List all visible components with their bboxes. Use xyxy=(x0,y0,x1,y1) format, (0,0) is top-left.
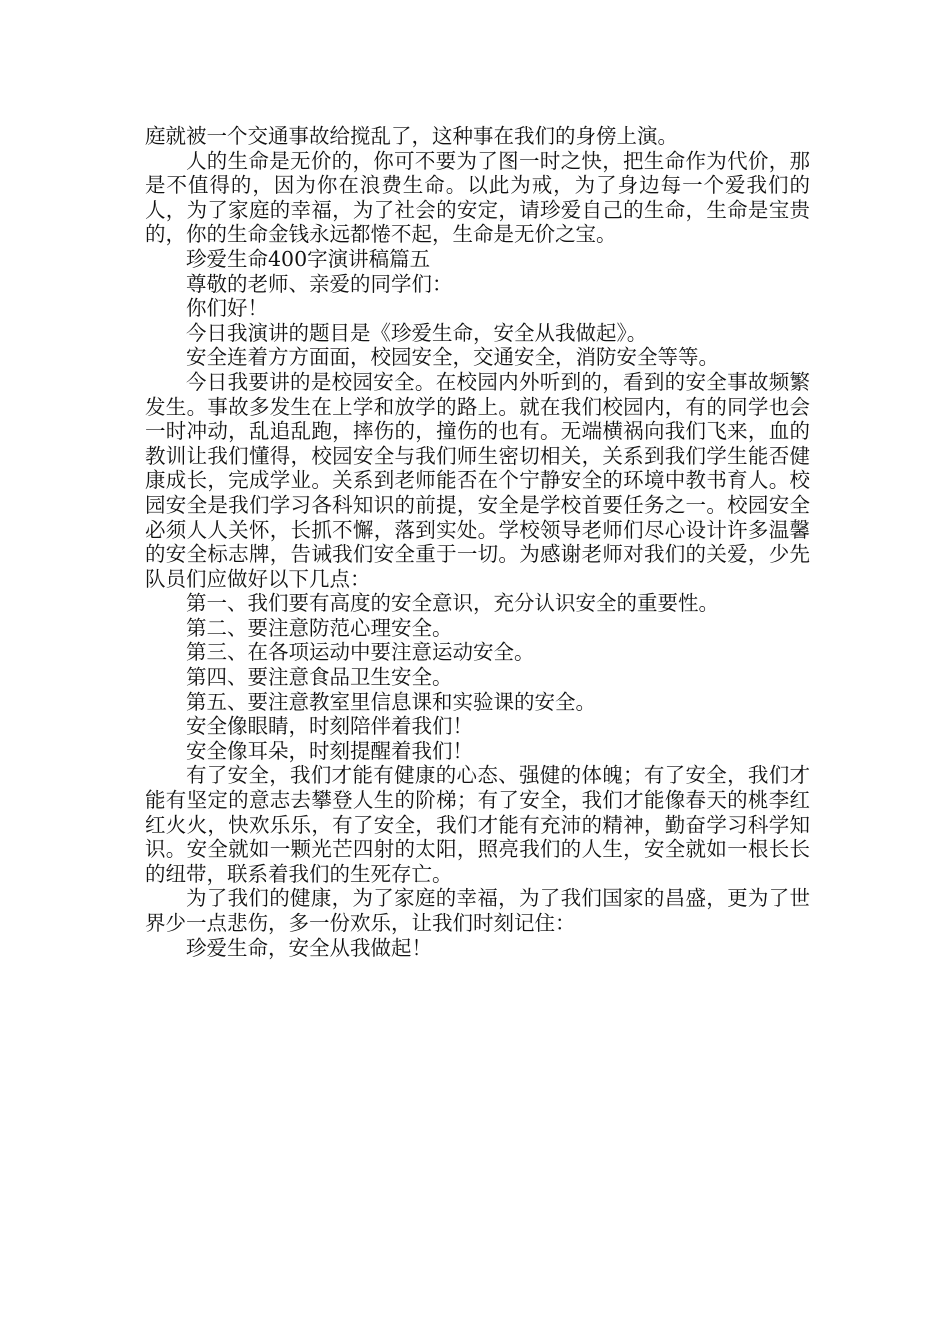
salutation: 尊敬的老师、亲爱的同学们： xyxy=(186,271,453,296)
paragraph-life-priceless: 人的生命是无价的，你可不要为了图一时之快，把生命作为代价，那是不值得的，因为你在浪费生命。以此为戒，为了身边每一个爱我们的人，为了家庭的幸福，为了社会的安定，请珍爱自己的生命，生命是宝贵的，你的生命金钱永远都惓不起，生命是无价之宝。 xyxy=(145,148,810,247)
paragraph-with-safety: 有了安全，我们才能有健康的心态、强健的体魄；有了安全，我们才能有坚定的意志去攀登人生的阶梯；有了安全，我们才能像春天的桃李红红火火，快欢乐乐，有了安全，我们才能有充沛的精神，勤奋学习科学知识。安全就如一颗光芒四射的太阳，照亮我们的人生，安全就如一根长长的纽带，联系着我们的生死存亡。 xyxy=(145,763,810,886)
list-item-fourth: 第四、要注意食品卫生安全。 xyxy=(186,665,453,690)
paragraph-continuation: 庭就被一个交通事故给搅乱了，这种事在我们的身傍上演。 xyxy=(145,124,678,148)
list-item-third: 第三、在各项运动中要注意运动安全。 xyxy=(186,640,535,665)
list-item-first: 第一、我们要有高度的安全意识，充分认识安全的重要性。 xyxy=(186,591,719,616)
paragraph-campus-safety: 今日我要讲的是校园安全。在校园内外听到的，看到的安全事故频繁发生。事故多发生在上学和放学的路上。就在我们校园内，有的同学也会一时冲动，乱追乱跑，摔伤的，撞伤的也有。无端横祸向我们飞来，血的教训让我们懂得，校园安全与我们师生密切相关，关系到我们学生能否健康成长，完成学业。关系到老师能否在个宁静安全的环境中教书育人。校园安全是我们学习各科知识的前提，安全是学校首要任务之一。校园安全必须人人关怀，长抓不懈，落到实处。学校领导老师们尽心设计许多温馨的安全标志牌，告诫我们安全重于一切。为感谢老师对我们的关爱，少先队员们应做好以下几点： xyxy=(145,369,810,591)
slogan-ears: 安全像耳朵，时刻提醒着我们！ xyxy=(186,738,473,763)
greeting: 你们好！ xyxy=(186,296,268,321)
document-body xyxy=(145,124,810,960)
speech-topic: 今日我演讲的题目是《珍爱生命，安全从我做起》。 xyxy=(186,320,648,345)
slogan-eyes: 安全像眼睛，时刻陪伴着我们！ xyxy=(186,714,473,739)
closing-slogan: 珍爱生命，安全从我做起！ xyxy=(186,935,432,960)
paragraph-safety-aspects: 安全连着方方面面，校园安全，交通安全，消防安全等等。 xyxy=(186,345,719,370)
paragraph-closing: 为了我们的健康，为了家庭的幸福，为了我们国家的昌盛，更为了世界少一点悲伤，多一份欢乐，让我们时刻记住： xyxy=(145,886,810,935)
section-heading: 珍爱生命400字演讲稿篇五 xyxy=(186,246,431,271)
list-item-fifth: 第五、要注意教室里信息课和实验课的安全。 xyxy=(186,689,596,714)
list-item-second: 第二、要注意防范心理安全。 xyxy=(186,615,453,640)
